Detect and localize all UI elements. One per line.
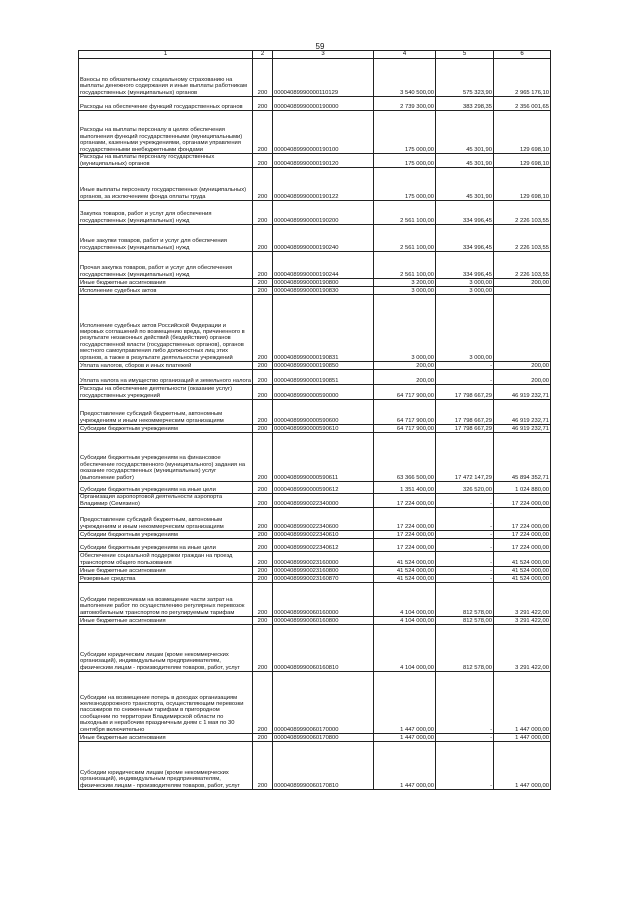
approved-amount: 2 561 100,00 — [374, 252, 436, 279]
table-row — [79, 433, 551, 482]
page-number: 59 — [315, 42, 325, 51]
line-code: 200 — [253, 385, 273, 400]
row-name: Расходы на обеспечение функций государственных органов — [79, 97, 253, 111]
line-code: 200 — [253, 583, 273, 617]
column-header: 5 — [436, 51, 494, 59]
table-row — [79, 168, 551, 201]
unexecuted-amount: 200,00 — [494, 362, 551, 370]
row-name: Субсидии перевозчикам на возмещение части затрат на выполнение работ по осуществлению регулярных перевозок автомобильным транспортом по регулируемым тарифам — [79, 583, 253, 617]
approved-amount: 4 104 000,00 — [374, 617, 436, 625]
executed-amount: 45 301,90 — [436, 168, 494, 201]
approved-amount: 1 351 400,00 — [374, 482, 436, 494]
executed-amount: - — [436, 494, 494, 508]
approved-amount: 2 561 100,00 — [374, 201, 436, 225]
budget-classification-code: 00004089990000190120 — [273, 154, 374, 168]
row-name: Иные закупки товаров, работ и услуг для обеспечения государственных (муниципальных) нужд — [79, 225, 253, 252]
unexecuted-amount: 1 024 880,00 — [494, 482, 551, 494]
budget-classification-code: 00004089990000190850 — [273, 362, 374, 370]
budget-classification-code: 00004089990023160800 — [273, 567, 374, 575]
table-row — [79, 531, 551, 539]
approved-amount: 4 104 000,00 — [374, 625, 436, 672]
table-row — [79, 279, 551, 287]
approved-amount: 200,00 — [374, 362, 436, 370]
line-code: 200 — [253, 287, 273, 295]
unexecuted-amount: 2 356 001,65 — [494, 97, 551, 111]
executed-amount: 383 298,35 — [436, 97, 494, 111]
executed-amount: 334 996,45 — [436, 201, 494, 225]
line-code: 200 — [253, 154, 273, 168]
line-code: 200 — [253, 508, 273, 531]
budget-classification-code: 00004089990022340600 — [273, 508, 374, 531]
line-code: 200 — [253, 362, 273, 370]
unexecuted-amount: 17 224 000,00 — [494, 531, 551, 539]
budget-classification-code: 00004089990060170000 — [273, 672, 374, 734]
row-name: Расходы на выплаты персоналу государственных (муниципальных) органов — [79, 154, 253, 168]
line-code: 200 — [253, 97, 273, 111]
row-name: Организация аэропортовой деятельности аэропорта Владимир (Семязино) — [79, 494, 253, 508]
row-name: Предоставление субсидий бюджетным, автономным учреждениям и иным некоммерческим организациям — [79, 508, 253, 531]
table-row — [79, 425, 551, 433]
line-code: 200 — [253, 252, 273, 279]
unexecuted-amount: 2 965 176,10 — [494, 59, 551, 97]
line-code: 200 — [253, 225, 273, 252]
unexecuted-amount: 17 224 000,00 — [494, 508, 551, 531]
table-row — [79, 539, 551, 552]
unexecuted-amount: 46 919 232,71 — [494, 400, 551, 425]
executed-amount: 812 578,00 — [436, 617, 494, 625]
budget-classification-code: 00004089990000190100 — [273, 111, 374, 154]
unexecuted-amount: 41 524 000,00 — [494, 575, 551, 583]
budget-classification-code: 00004089990023160870 — [273, 575, 374, 583]
unexecuted-amount — [494, 287, 551, 295]
approved-amount: 3 000,00 — [374, 295, 436, 362]
row-name: Субсидии на возмещение потерь в доходах организациям железнодорожного транспорта, осуществляющим перевозки пассажиров по сниженным тарифам в пригородном сообщении по территории Владимирской области по выходным и нерабочим праздничным дням с 1 мая по 30 сентября включительно — [79, 672, 253, 734]
approved-amount: 4 104 000,00 — [374, 583, 436, 617]
executed-amount: - — [436, 672, 494, 734]
table-row — [79, 385, 551, 400]
table-row — [79, 494, 551, 508]
line-code: 200 — [253, 482, 273, 494]
approved-amount: 1 447 000,00 — [374, 742, 436, 790]
unexecuted-amount: 3 291 422,00 — [494, 583, 551, 617]
budget-classification-code: 00004089990000190830 — [273, 287, 374, 295]
unexecuted-amount: 1 447 000,00 — [494, 672, 551, 734]
unexecuted-amount: 129 698,10 — [494, 154, 551, 168]
unexecuted-amount: 2 226 103,55 — [494, 252, 551, 279]
unexecuted-amount: 1 447 000,00 — [494, 734, 551, 742]
executed-amount: - — [436, 734, 494, 742]
column-number-header-row — [79, 51, 551, 59]
unexecuted-amount: 41 524 000,00 — [494, 552, 551, 567]
table-row — [79, 154, 551, 168]
executed-amount: 575 323,90 — [436, 59, 494, 97]
row-name: Субсидии бюджетным учреждениям на финансовое обеспечение государственного (муниципального) задания на оказание государственных (муниципальных) услуг (выполнение работ) — [79, 433, 253, 482]
budget-classification-code: 00004089990000590610 — [273, 425, 374, 433]
table-row — [79, 225, 551, 252]
executed-amount: 3 000,00 — [436, 287, 494, 295]
row-name: Иные бюджетные ассигнования — [79, 567, 253, 575]
row-name: Иные бюджетные ассигнования — [79, 734, 253, 742]
table-row — [79, 575, 551, 583]
row-name: Иные бюджетные ассигнования — [79, 617, 253, 625]
budget-classification-code: 00004089990060160800 — [273, 617, 374, 625]
approved-amount: 17 224 000,00 — [374, 508, 436, 531]
approved-amount: 64 717 900,00 — [374, 400, 436, 425]
budget-classification-code: 00004089990000190244 — [273, 252, 374, 279]
unexecuted-amount: 200,00 — [494, 370, 551, 385]
unexecuted-amount: 2 226 103,55 — [494, 201, 551, 225]
table-row — [79, 287, 551, 295]
table-row — [79, 742, 551, 790]
line-code: 200 — [253, 531, 273, 539]
line-code: 200 — [253, 201, 273, 225]
line-code: 200 — [253, 625, 273, 672]
budget-classification-code: 00004089990022340000 — [273, 494, 374, 508]
executed-amount: 3 000,00 — [436, 295, 494, 362]
approved-amount: 175 000,00 — [374, 154, 436, 168]
row-name: Иные выплаты персоналу государственных (муниципальных) органов, за исключением фонда оплаты труда — [79, 168, 253, 201]
executed-amount: 334 996,45 — [436, 225, 494, 252]
row-name: Иные бюджетные ассигнования — [79, 279, 253, 287]
approved-amount: 17 224 000,00 — [374, 531, 436, 539]
column-header: 2 — [253, 51, 273, 59]
unexecuted-amount: 17 224 000,00 — [494, 539, 551, 552]
unexecuted-amount: 46 919 232,71 — [494, 385, 551, 400]
unexecuted-amount: 45 894 352,71 — [494, 433, 551, 482]
table-row — [79, 362, 551, 370]
approved-amount: 41 524 000,00 — [374, 552, 436, 567]
approved-amount: 2 739 300,00 — [374, 97, 436, 111]
executed-amount: - — [436, 567, 494, 575]
unexecuted-amount: 17 224 000,00 — [494, 494, 551, 508]
executed-amount: 17 472 147,29 — [436, 433, 494, 482]
column-header: 3 — [273, 51, 374, 59]
approved-amount: 63 366 500,00 — [374, 433, 436, 482]
table-row — [79, 97, 551, 111]
row-name: Субсидии юридическим лицам (кроме некоммерческих организаций), индивидуальным предпринимателям, физическим лицам - производителям товаров, работ, услуг — [79, 742, 253, 790]
unexecuted-amount: 41 524 000,00 — [494, 567, 551, 575]
column-header: 1 — [79, 51, 253, 59]
unexecuted-amount: 1 447 000,00 — [494, 742, 551, 790]
line-code: 200 — [253, 552, 273, 567]
row-name: Уплата налога на имущество организаций и земельного налога — [79, 370, 253, 385]
approved-amount: 17 224 000,00 — [374, 494, 436, 508]
line-code: 200 — [253, 279, 273, 287]
table-row — [79, 552, 551, 567]
executed-amount: 45 301,90 — [436, 154, 494, 168]
row-name: Субсидии бюджетным учреждениям — [79, 531, 253, 539]
row-name: Субсидии бюджетным учреждениям — [79, 425, 253, 433]
unexecuted-amount: 46 919 232,71 — [494, 425, 551, 433]
table-row — [79, 252, 551, 279]
approved-amount: 17 224 000,00 — [374, 539, 436, 552]
row-name: Закупка товаров, работ и услуг для обеспечения государственных (муниципальных) нужд — [79, 201, 253, 225]
approved-amount: 41 524 000,00 — [374, 575, 436, 583]
table-row — [79, 567, 551, 575]
row-name: Субсидии бюджетным учреждениям на иные цели — [79, 482, 253, 494]
table-row — [79, 625, 551, 672]
budget-classification-code: 00004089990022340612 — [273, 539, 374, 552]
budget-classification-code: 00004089990000590611 — [273, 433, 374, 482]
executed-amount: 17 798 667,29 — [436, 400, 494, 425]
line-code: 200 — [253, 672, 273, 734]
line-code: 200 — [253, 425, 273, 433]
table-row — [79, 617, 551, 625]
budget-classification-code: 00004089990023160000 — [273, 552, 374, 567]
approved-amount: 64 717 900,00 — [374, 425, 436, 433]
row-name: Уплата налогов, сборов и иных платежей — [79, 362, 253, 370]
row-name: Расходы на обеспечение деятельности (оказание услуг) государственных учреждений — [79, 385, 253, 400]
row-name: Обеспечение социальной поддержки граждан на проезд транспортом общего пользования — [79, 552, 253, 567]
executed-amount: - — [436, 742, 494, 790]
unexecuted-amount: 3 291 422,00 — [494, 625, 551, 672]
row-name: Расходы на выплаты персоналу в целях обеспечения выполнения функций государственными (муниципальными) органами, казенными учреждениями, органами управления государственными внебюджетными фондами — [79, 111, 253, 154]
unexecuted-amount: 129 698,10 — [494, 111, 551, 154]
line-code: 200 — [253, 370, 273, 385]
approved-amount: 1 447 000,00 — [374, 734, 436, 742]
table-row — [79, 508, 551, 531]
table-row — [79, 59, 551, 97]
line-code: 200 — [253, 617, 273, 625]
executed-amount: 45 301,90 — [436, 111, 494, 154]
row-name: Субсидии бюджетным учреждениям на иные цели — [79, 539, 253, 552]
row-name: Взносы по обязательному социальному страхованию на выплаты денежного содержания и иные выплаты работникам государственных (муниципальных) органов — [79, 59, 253, 97]
row-name: Предоставление субсидий бюджетным, автономным учреждениям и иным некоммерческим организациям — [79, 400, 253, 425]
approved-amount: 175 000,00 — [374, 111, 436, 154]
approved-amount: 64 717 900,00 — [374, 385, 436, 400]
executed-amount: - — [436, 362, 494, 370]
line-code: 200 — [253, 742, 273, 790]
budget-classification-code: 00004089990060170800 — [273, 734, 374, 742]
budget-classification-code: 00004089990000110129 — [273, 59, 374, 97]
budget-classification-code: 00004089990000190800 — [273, 279, 374, 287]
unexecuted-amount: 2 226 103,55 — [494, 225, 551, 252]
executed-amount: 812 578,00 — [436, 625, 494, 672]
executed-amount: - — [436, 539, 494, 552]
executed-amount: 17 798 667,29 — [436, 385, 494, 400]
table-row — [79, 201, 551, 225]
line-code: 200 — [253, 433, 273, 482]
executed-amount: 326 520,00 — [436, 482, 494, 494]
line-code: 200 — [253, 734, 273, 742]
executed-amount: - — [436, 552, 494, 567]
approved-amount: 200,00 — [374, 370, 436, 385]
approved-amount: 3 200,00 — [374, 279, 436, 287]
executed-amount: - — [436, 370, 494, 385]
unexecuted-amount: 200,00 — [494, 279, 551, 287]
table-row — [79, 672, 551, 734]
approved-amount: 3 000,00 — [374, 287, 436, 295]
budget-classification-code: 00004089990000190000 — [273, 97, 374, 111]
approved-amount: 41 524 000,00 — [374, 567, 436, 575]
budget-classification-code: 00004089990000590612 — [273, 482, 374, 494]
approved-amount: 1 447 000,00 — [374, 672, 436, 734]
executed-amount: 812 578,00 — [436, 583, 494, 617]
budget-classification-code: 00004089990000190240 — [273, 225, 374, 252]
executed-amount: 17 798 667,29 — [436, 425, 494, 433]
line-code: 200 — [253, 539, 273, 552]
executed-amount: 334 996,45 — [436, 252, 494, 279]
executed-amount: 3 000,00 — [436, 279, 494, 287]
line-code: 200 — [253, 575, 273, 583]
table-row — [79, 370, 551, 385]
table-row — [79, 111, 551, 154]
budget-classification-code: 00004089990000190200 — [273, 201, 374, 225]
line-code: 200 — [253, 168, 273, 201]
column-header: 6 — [494, 51, 551, 59]
budget-classification-code: 00004089990060160000 — [273, 583, 374, 617]
executed-amount: - — [436, 531, 494, 539]
line-code: 200 — [253, 111, 273, 154]
line-code: 200 — [253, 567, 273, 575]
table-row — [79, 400, 551, 425]
executed-amount: - — [436, 575, 494, 583]
line-code: 200 — [253, 295, 273, 362]
column-header: 4 — [374, 51, 436, 59]
budget-classification-code: 00004089990060160810 — [273, 625, 374, 672]
table-row — [79, 734, 551, 742]
row-name: Субсидии юридическим лицам (кроме некоммерческих организаций), индивидуальным предпринимателям, физическим лицам - производителям товаров, работ, услуг — [79, 625, 253, 672]
line-code: 200 — [253, 59, 273, 97]
unexecuted-amount: 129 698,10 — [494, 168, 551, 201]
budget-classification-code: 00004089990000190851 — [273, 370, 374, 385]
approved-amount: 3 540 500,00 — [374, 59, 436, 97]
budget-classification-code: 00004089990000190122 — [273, 168, 374, 201]
unexecuted-amount — [494, 295, 551, 362]
row-name: Прочая закупка товаров, работ и услуг для обеспечения государственных (муниципальных) нужд — [79, 252, 253, 279]
table-row — [79, 583, 551, 617]
budget-classification-code: 00004089990000590000 — [273, 385, 374, 400]
budget-classification-code: 00004089990000590600 — [273, 400, 374, 425]
budget-classification-code: 00004089990000190831 — [273, 295, 374, 362]
executed-amount: - — [436, 508, 494, 531]
table-row — [79, 295, 551, 362]
budget-classification-code: 00004089990022340610 — [273, 531, 374, 539]
table-row — [79, 482, 551, 494]
budget-classification-code: 00004089990060170810 — [273, 742, 374, 790]
row-name: Исполнение судебных актов — [79, 287, 253, 295]
unexecuted-amount: 3 291 422,00 — [494, 617, 551, 625]
line-code: 200 — [253, 400, 273, 425]
budget-execution-table — [78, 50, 551, 790]
line-code: 200 — [253, 494, 273, 508]
row-name: Исполнение судебных актов Российской Федерации и мировых соглашений по возмещению вреда, причиненного в результате незаконных действий (бездействия) органов государственной власти (государственных органов), органов местного самоуправления либо должностных лиц этих органов, а также в результате деятельности учреждений — [79, 295, 253, 362]
row-name: Резервные средства — [79, 575, 253, 583]
approved-amount: 2 561 100,00 — [374, 225, 436, 252]
approved-amount: 175 000,00 — [374, 168, 436, 201]
